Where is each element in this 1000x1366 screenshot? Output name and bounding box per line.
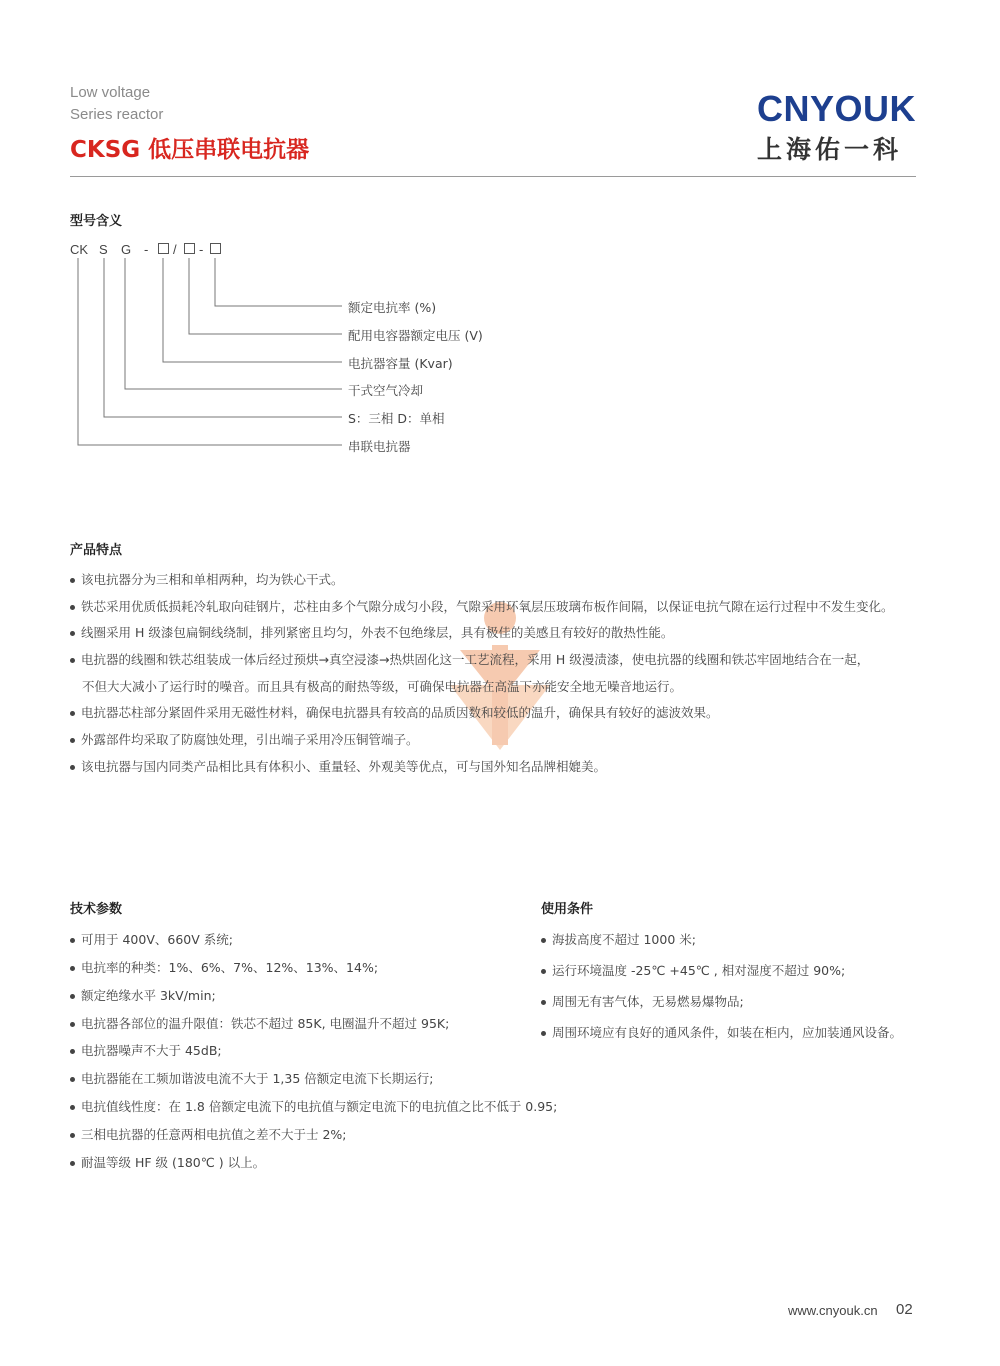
condition-item: 周围环境应有良好的通风条件，如装在柜内，应加装通风设备。 — [541, 1023, 902, 1041]
model-label-cooling: 干式空气冷却 — [348, 383, 424, 398]
model-code-s: S — [99, 242, 108, 257]
tech-item: 电抗器噪声不大于 45dB; — [70, 1041, 222, 1059]
model-section-title: 型号含义 — [70, 214, 123, 229]
model-label-reactance-rate: 额定电抗率 (%) — [348, 300, 437, 315]
tech-item: 电抗值线性度：在 1.8 倍额定电流下的电抗值与额定电流下的电抗值之比不低于 0.95; — [70, 1097, 557, 1115]
tech-item: 电抗器各部位的温升限值：铁芯不超过 85K, 电圈温升不超过 95K; — [70, 1014, 449, 1032]
tech-item: 额定绝缘水平 3kV/min; — [70, 986, 216, 1004]
feature-item: 电抗器的线圈和铁芯组装成一体后经过预烘→真空浸漆→热烘固化这一工艺流程，采用 H 级漫渍漆，使电抗器的线圈和铁芯牢固地结合在一起， — [70, 650, 869, 668]
model-code-ck: CK — [70, 242, 89, 257]
model-code-slash: / — [173, 242, 177, 257]
model-code-dash-2: - — [199, 242, 204, 257]
model-code-dash: - — [144, 242, 149, 257]
feature-item-continuation: 不但大大减小了运行时的噪音。而且具有极高的耐热等级，可确保电抗器在高温下亦能安全地无噪音地运行。 — [82, 679, 683, 694]
page-title: CKSG 低压串联电抗器 — [70, 137, 310, 163]
condition-item: 海拔高度不超过 1000 米; — [541, 930, 696, 948]
tech-item: 电抗率的种类：1%、6%、7%、12%、13%、14%; — [70, 958, 378, 976]
feature-item: 该电抗器与国内同类产品相比具有体积小、重量轻、外观美等优点，可与国外知名品牌相媲美。 — [70, 757, 606, 775]
tech-section-title: 技术参数 — [70, 902, 123, 917]
condition-item: 周围无有害气体，无易燃易爆物品; — [541, 992, 744, 1010]
page-number: 02 — [896, 1301, 913, 1318]
feature-item: 电抗器芯柱部分紧固件采用无磁性材料，确保电抗器具有较高的品质因数和较低的温升，确保具有较好的滤波效果。 — [70, 703, 719, 721]
tech-item: 电抗器能在工频加谐波电流不大于 1,35 倍额定电流下长期运行; — [70, 1069, 434, 1087]
model-label-phase: S：三相 D：单相 — [348, 411, 445, 426]
footer-url: www.cnyouk.cn — [788, 1303, 878, 1318]
tech-item: 可用于 400V、660V 系统; — [70, 930, 233, 948]
brand-logo: CNYOUK — [756, 88, 916, 129]
model-label-series-reactor: 串联电抗器 — [348, 439, 411, 454]
model-label-capacity: 电抗器容量 (Kvar) — [348, 356, 453, 371]
feature-item: 外露部件均采取了防腐蚀处理，引出端子采用冷压铜管端子。 — [70, 730, 419, 748]
features-section-title: 产品特点 — [70, 543, 123, 558]
brand-name-cn: 上海佑一科 — [756, 135, 902, 164]
subtitle-line-2: Series reactor — [70, 106, 164, 123]
model-label-capacitor-voltage: 配用电容器额定电压 (V) — [348, 328, 483, 343]
feature-item: 线圈采用 H 级漆包扁铜线绕制，排列紧密且均匀，外表不包绝缘层，具有极佳的美感且有较好的散热性能。 — [70, 623, 673, 641]
model-code-g: G — [121, 242, 132, 257]
tech-item: 耐温等级 HF 级 (180℃ ) 以上。 — [70, 1153, 265, 1171]
feature-item: 铁芯采用优质低损耗冷轧取向硅钢片，芯柱由多个气隙分成匀小段，气隙采用环氧层压玻璃布板作间隔，以保证电抗气隙在运行过程中不发生变化。 — [70, 597, 894, 615]
subtitle-line-1: Low voltage — [70, 84, 151, 101]
feature-item: 该电抗器分为三相和单相两种，均为铁心干式。 — [70, 570, 344, 588]
watermark-logo — [440, 590, 560, 760]
tech-item: 三相电抗器的任意两相电抗值之差不大于士 2%; — [70, 1125, 347, 1143]
model-connector-lines — [0, 0, 1000, 470]
condition-item: 运行环境温度 -25℃ +45℃ , 相对湿度不超过 90%; — [541, 961, 845, 979]
conditions-section-title: 使用条件 — [541, 902, 594, 917]
